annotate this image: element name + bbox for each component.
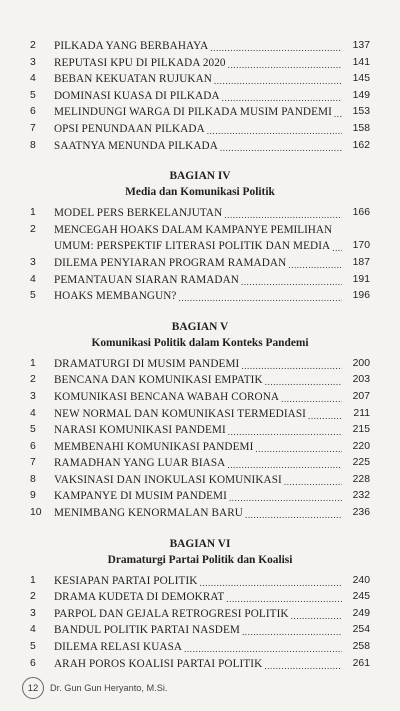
entry-title: BANDUL POLITIK PARTAI NASDEM (54, 624, 240, 637)
entry-title: PARPOL DAN GEJALA RETROGRESI POLITIK (54, 607, 289, 620)
entry-number: 3 (30, 256, 36, 268)
entry-title: DRAMATURGI DI MUSIM PANDEMI (54, 357, 240, 370)
entry-number: 5 (30, 89, 36, 101)
entry-number: 7 (30, 457, 36, 469)
entry-page: 220 (352, 440, 370, 452)
entry-title: RAMADHAN YANG LUAR BIASA (54, 457, 226, 470)
toc-entry (30, 488, 370, 505)
toc-section-bagian-v (30, 319, 370, 522)
dot-leader (226, 595, 342, 606)
toc-entry (30, 639, 370, 656)
entry-title: KAMPANYE DI MUSIM PANDEMI (54, 490, 227, 503)
entry-page: 203 (352, 374, 370, 386)
entry-page: 207 (352, 390, 370, 402)
entry-title-line: MENCEGAH HOAKS DALAM KAMPANYE PEMILIHAN (54, 223, 333, 236)
toc-entry (30, 104, 370, 121)
entry-page: 254 (352, 624, 370, 636)
toc-entry (30, 356, 370, 373)
entry-number: 6 (30, 440, 36, 452)
dot-leader (242, 628, 342, 639)
dot-leader (241, 277, 342, 288)
toc-entry (30, 255, 370, 272)
entry-number: 2 (30, 40, 36, 51)
toc-section-continued (30, 38, 370, 154)
entry-page: 232 (352, 490, 370, 502)
dot-leader (332, 244, 342, 255)
dot-leader (184, 645, 342, 656)
page-number-badge: 12 (22, 677, 44, 699)
section-label: BAGIAN IV (169, 170, 231, 183)
toc-entry (30, 372, 370, 389)
entry-title: DILEMA RELASI KUASA (54, 641, 183, 654)
entry-number: 8 (30, 139, 36, 151)
entry-page: 196 (352, 290, 370, 302)
entry-number: 3 (30, 607, 36, 619)
entry-number: 2 (30, 591, 36, 603)
entry-title: NARASI KOMUNIKASI PANDEMI (54, 424, 226, 437)
entry-page: 211 (353, 407, 370, 419)
entry-number: 2 (30, 374, 36, 386)
toc-entry (30, 406, 370, 423)
section-subtitle: Komunikasi Politik dalam Konteks Pandemi (91, 336, 309, 349)
entry-number: 9 (30, 490, 36, 502)
entry-title: UMUM: PERSPEKTIF LITERASI POLITIK DAN MEDIA (54, 240, 331, 253)
entry-page: 137 (352, 40, 370, 51)
toc-entry (30, 288, 370, 305)
toc-entry (30, 88, 370, 105)
dot-leader (308, 411, 342, 422)
entry-title: DILEMA PENYIARAN PROGRAM RAMADAN (54, 256, 287, 269)
entry-title: DOMINASI KUASA DI PILKADA (54, 89, 220, 102)
entry-title: HOAKS MEMBANGUN? (54, 290, 177, 303)
entry-title: ARAH POROS KOALISI PARTAI POLITIK (54, 657, 263, 670)
entry-page: 225 (352, 457, 370, 469)
entry-page: 249 (352, 607, 370, 619)
entry-title: PILKADA YANG BERBAHAYA (54, 40, 209, 52)
section-subtitle: Media dan Komunikasi Politik (125, 186, 275, 199)
entry-number: 5 (30, 290, 36, 302)
footer-author: Dr. Gun Gun Heryanto, M.Si. (50, 683, 168, 693)
entry-page: 191 (352, 273, 370, 285)
entry-title: SAATNYA MENUNDA PILKADA (54, 139, 218, 152)
toc-entry (30, 622, 370, 639)
dot-leader (179, 294, 343, 305)
dot-leader (288, 261, 342, 272)
dot-leader (228, 428, 342, 439)
toc-entry (30, 55, 370, 72)
entry-title: VAKSINASI DAN INOKULASI KOMUNIKASI (54, 473, 282, 486)
dot-leader (222, 93, 342, 104)
toc-entry (30, 138, 370, 155)
page-footer (22, 677, 167, 699)
dot-leader (224, 211, 342, 222)
toc-entry (30, 455, 370, 472)
entry-title: MEMBENAHI KOMUNIKASI PANDEMI (54, 440, 254, 453)
entry-title: BEBAN KEKUATAN RUJUKAN (54, 73, 212, 86)
entry-page: 236 (352, 507, 370, 519)
entry-number: 1 (30, 357, 36, 369)
entry-page: 240 (352, 574, 370, 586)
dot-leader (265, 378, 342, 389)
dot-leader (210, 44, 342, 55)
entry-number: 5 (30, 641, 36, 653)
entry-number: 2 (30, 223, 36, 235)
toc-entry (30, 205, 370, 222)
dot-leader (241, 361, 342, 372)
dot-leader (264, 661, 342, 672)
toc-entry (30, 389, 370, 406)
entry-number: 1 (30, 207, 36, 219)
entry-number: 4 (30, 73, 36, 85)
entry-title: MODEL PERS BERKELANJUTAN (54, 207, 223, 220)
entry-number: 3 (30, 390, 36, 402)
entry-title: REPUTASI KPU DI PILKADA 2020 (54, 56, 226, 69)
entry-page: 149 (352, 89, 370, 101)
dot-leader (245, 511, 342, 522)
section-label: BAGIAN V (171, 320, 229, 333)
entry-page: 261 (352, 657, 370, 669)
entry-page: 162 (352, 139, 370, 151)
entry-page: 258 (352, 641, 370, 653)
toc-entry (30, 656, 370, 673)
entry-number: 1 (30, 574, 36, 586)
dot-leader (228, 60, 342, 71)
entry-page: 141 (352, 56, 370, 68)
entry-number: 8 (30, 473, 36, 485)
toc-section-bagian-vi (30, 536, 370, 673)
toc-entry (30, 589, 370, 606)
toc-entry (30, 573, 370, 590)
entry-page: 166 (352, 207, 370, 219)
dot-leader (200, 578, 343, 589)
entry-number: 4 (30, 273, 36, 285)
section-subtitle: Dramaturgi Partai Politik dan Koalisi (107, 553, 293, 566)
entry-number: 3 (30, 56, 36, 68)
entry-page: 145 (352, 73, 370, 85)
toc-entry (30, 272, 370, 289)
entry-title: BENCANA DAN KOMUNIKASI EMPATIK (54, 374, 263, 387)
dot-leader (207, 127, 342, 138)
toc-entry (30, 472, 370, 489)
entry-page: 200 (352, 357, 370, 369)
entry-page: 187 (352, 256, 370, 268)
entry-number: 6 (30, 106, 36, 118)
entry-title: KOMUNIKASI BENCANA WABAH CORONA (54, 390, 280, 403)
toc-entry (30, 222, 370, 255)
dot-leader (255, 444, 342, 455)
entry-page: 170 (352, 240, 370, 252)
toc-entry (30, 71, 370, 88)
entry-title: NEW NORMAL DAN KOMUNIKASI TERMEDIASI (54, 407, 306, 420)
toc-entry (30, 505, 370, 522)
entry-title: MELINDUNGI WARGA DI PILKADA MUSIM PANDEMI (54, 106, 332, 119)
entry-number: 10 (30, 507, 42, 519)
dot-leader (291, 611, 342, 622)
entry-title: OPSI PENUNDAAN PILKADA (54, 122, 205, 135)
entry-page: 228 (352, 473, 370, 485)
dot-leader (281, 395, 342, 406)
entry-number: 5 (30, 424, 36, 436)
entry-title: KESIAPAN PARTAI POLITIK (54, 574, 198, 587)
entry-title: DRAMA KUDETA DI DEMOKRAT (54, 591, 225, 604)
entry-page: 158 (352, 122, 370, 134)
dot-leader (227, 461, 342, 472)
toc-entry (30, 121, 370, 138)
toc-entry (30, 38, 370, 55)
entry-page: 153 (352, 106, 370, 118)
toc-entry (30, 422, 370, 439)
section-label: BAGIAN VI (169, 537, 231, 550)
entry-number: 6 (30, 657, 36, 669)
entry-number: 7 (30, 122, 36, 134)
dot-leader (214, 77, 342, 88)
entry-number: 4 (30, 624, 36, 636)
entry-page: 215 (352, 424, 370, 436)
entry-title: MENIMBANG KENORMALAN BARU (54, 507, 243, 520)
toc-entry (30, 606, 370, 623)
dot-leader (220, 143, 342, 154)
toc-section-bagian-iv (30, 168, 370, 305)
dot-leader (284, 477, 342, 488)
dot-leader (229, 494, 342, 505)
dot-leader (334, 110, 342, 121)
toc-entry (30, 439, 370, 456)
entry-page: 245 (352, 591, 370, 603)
entry-number: 4 (30, 407, 36, 419)
entry-title: PEMANTAUAN SIARAN RAMADAN (54, 273, 239, 286)
